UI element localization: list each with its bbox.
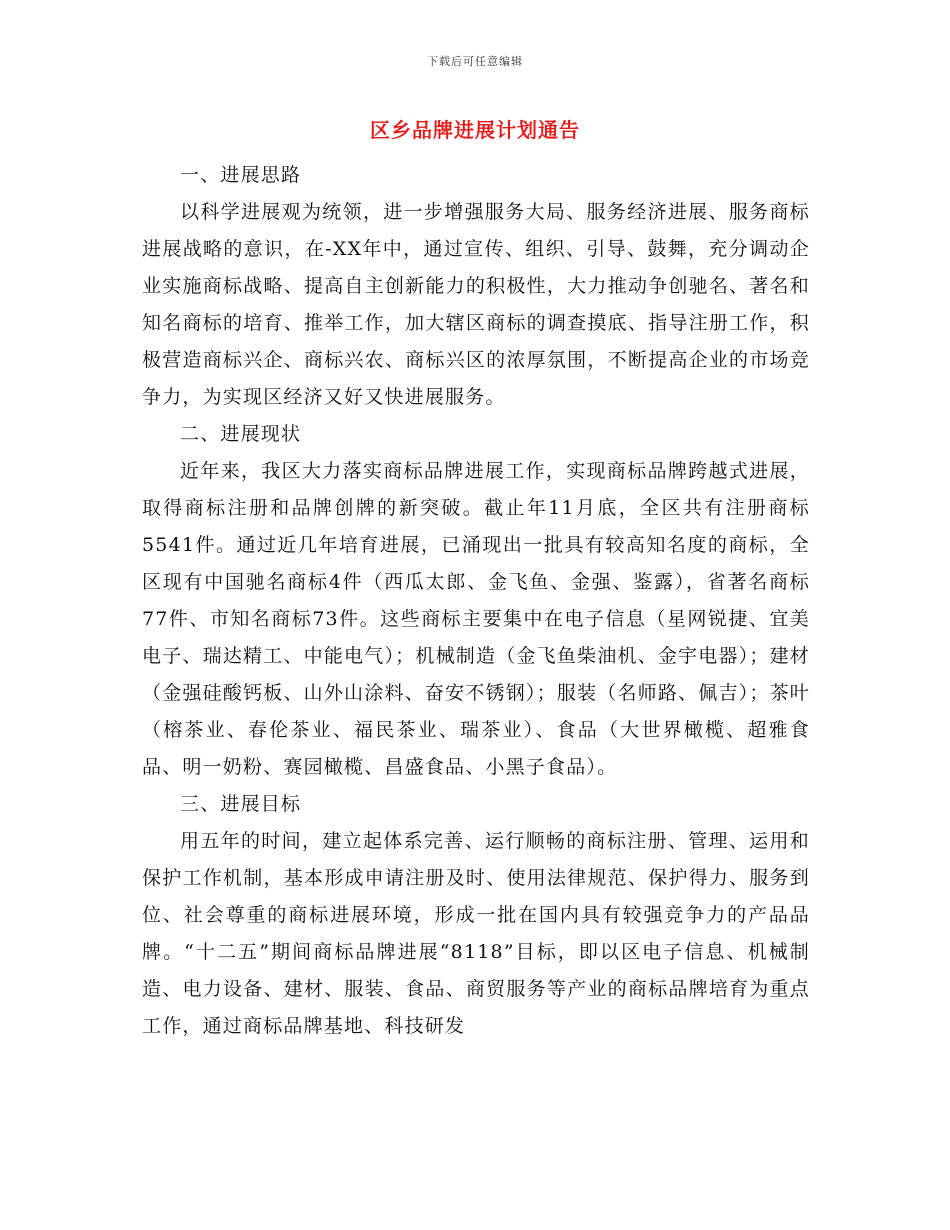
section-paragraph-3: 用五年的时间，建立起体系完善、运行顺畅的商标注册、管理、运用和保护工作机制，基本形成申请注册及时、使用法律规范、保护得力、服务到位、社会尊重的商标进展环境，形成一批在国内具有较强竞争力的产品品牌。“十二五”期间商标品牌进展“8118”目标，即以区电子信息、机械制造、电力设备、建材、服装、食品、商贸服务等产业的商标品牌培育为重点工作，通过商标品牌基地、科技研发 bbox=[142, 830, 810, 1037]
page-header-note: 下载后可任意编辑 bbox=[427, 55, 523, 68]
document-body bbox=[142, 157, 810, 1045]
section-heading-3: 三、进展目标 bbox=[180, 793, 302, 815]
document-title: 区乡品牌进展计划通告 bbox=[370, 118, 580, 142]
section-paragraph-1: 以科学进展观为统领，进一步增强服务大局、服务经济进展、服务商标进展战略的意识，在-XX年中，通过宣传、组织、引导、鼓舞，充分调动企业实施商标战略、提高自主创新能力的积极性，大力推动争创驰名、著名和知名商标的培育、推举工作，加大辖区商标的调查摸底、指导注册工作，积极营造商标兴企、商标兴农、商标兴区的浓厚氛围，不断提高企业的市场竞争力，为实现区经济又好又快进展服务。 bbox=[142, 201, 810, 408]
section-heading-1: 一、进展思路 bbox=[180, 164, 302, 186]
section-paragraph-2: 近年来，我区大力落实商标品牌进展工作，实现商标品牌跨越式进展，取得商标注册和品牌创牌的新突破。截止年11月底，全区共有注册商标5541件。通过近几年培育进展，已涌现出一批具有较高知名度的商标，全区现有中国驰名商标4件（西瓜太郎、金飞鱼、金强、鉴露），省著名商标77件、市知名商标73件。这些商标主要集中在电子信息（星网锐捷、宜美电子、瑞达精工、中能电气）；机械制造（金飞鱼柴油机、金宇电器）；建材（金强硅酸钙板、山外山涂料、奋安不锈钢）；服装（名师路、佩吉）；茶叶（榕茶业、春伦茶业、福民茶业、瑞茶业）、食品（大世界橄榄、超雅食品、明一奶粉、赛园橄榄、昌盛食品、小黑子食品）。 bbox=[142, 460, 810, 778]
section-heading-2: 二、进展现状 bbox=[180, 423, 302, 445]
